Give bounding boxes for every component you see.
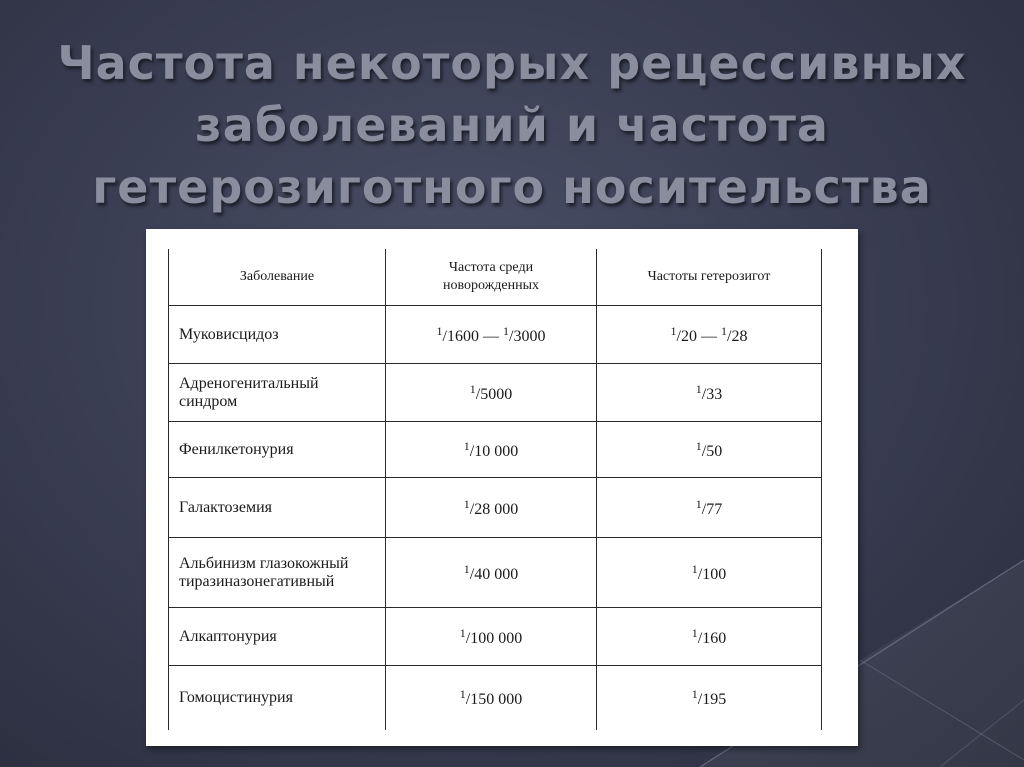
newborn-frequency-cell: $^1$/28 000 bbox=[386, 478, 597, 538]
table-row bbox=[169, 422, 822, 478]
newborn-frequency-cell: $^1$/5000 bbox=[386, 364, 597, 422]
header-disease: Заболевание bbox=[169, 249, 386, 306]
table-row bbox=[169, 478, 822, 538]
table-row bbox=[169, 364, 822, 422]
disease-cell: Альбинизм глазокожный тиразиназонегативный bbox=[169, 538, 386, 608]
newborn-frequency-cell: $^1$/100 000 bbox=[386, 608, 597, 666]
slide-title-line-2: заболеваний и частота bbox=[195, 98, 829, 152]
heterozygote-frequency-cell: $^1$/50 bbox=[597, 422, 822, 478]
heterozygote-frequency-cell: $^1$/100 bbox=[597, 538, 822, 608]
table-header-row bbox=[169, 249, 822, 306]
disease-cell: Фенилкетонурия bbox=[169, 422, 386, 478]
table-row bbox=[169, 608, 822, 666]
disease-cell: Гомоцистинурия bbox=[169, 666, 386, 730]
table-row bbox=[169, 538, 822, 608]
table-row bbox=[169, 666, 822, 730]
header-newborn-frequency: Частота среди новорожденных bbox=[386, 249, 597, 306]
heterozygote-frequency-cell: $^1$/20 — $^1$/28 bbox=[597, 306, 822, 364]
slide-title-line-1: Частота некоторых рецессивных bbox=[57, 36, 967, 90]
header-heterozygote-frequency: Частоты гетерозигот bbox=[597, 249, 822, 306]
heterozygote-frequency-cell: $^1$/160 bbox=[597, 608, 822, 666]
table-row bbox=[169, 306, 822, 364]
newborn-frequency-cell: $^1$/40 000 bbox=[386, 538, 597, 608]
disease-cell: Галактоземия bbox=[169, 478, 386, 538]
frequency-table bbox=[168, 249, 822, 730]
slide-title bbox=[0, 32, 1024, 218]
disease-cell: Алкаптонурия bbox=[169, 608, 386, 666]
disease-cell: Муковисцидоз bbox=[169, 306, 386, 364]
table-image bbox=[146, 229, 858, 746]
newborn-frequency-cell: $^1$/10 000 bbox=[386, 422, 597, 478]
heterozygote-frequency-cell: $^1$/33 bbox=[597, 364, 822, 422]
slide-title-line-3: гетерозиготного носительства bbox=[92, 160, 932, 214]
newborn-frequency-cell: $^1$/150 000 bbox=[386, 666, 597, 730]
heterozygote-frequency-cell: $^1$/77 bbox=[597, 478, 822, 538]
disease-cell: Адреногенитальный синдром bbox=[169, 364, 386, 422]
newborn-frequency-cell: $^1$/1600 — $^1$/3000 bbox=[386, 306, 597, 364]
heterozygote-frequency-cell: $^1$/195 bbox=[597, 666, 822, 730]
